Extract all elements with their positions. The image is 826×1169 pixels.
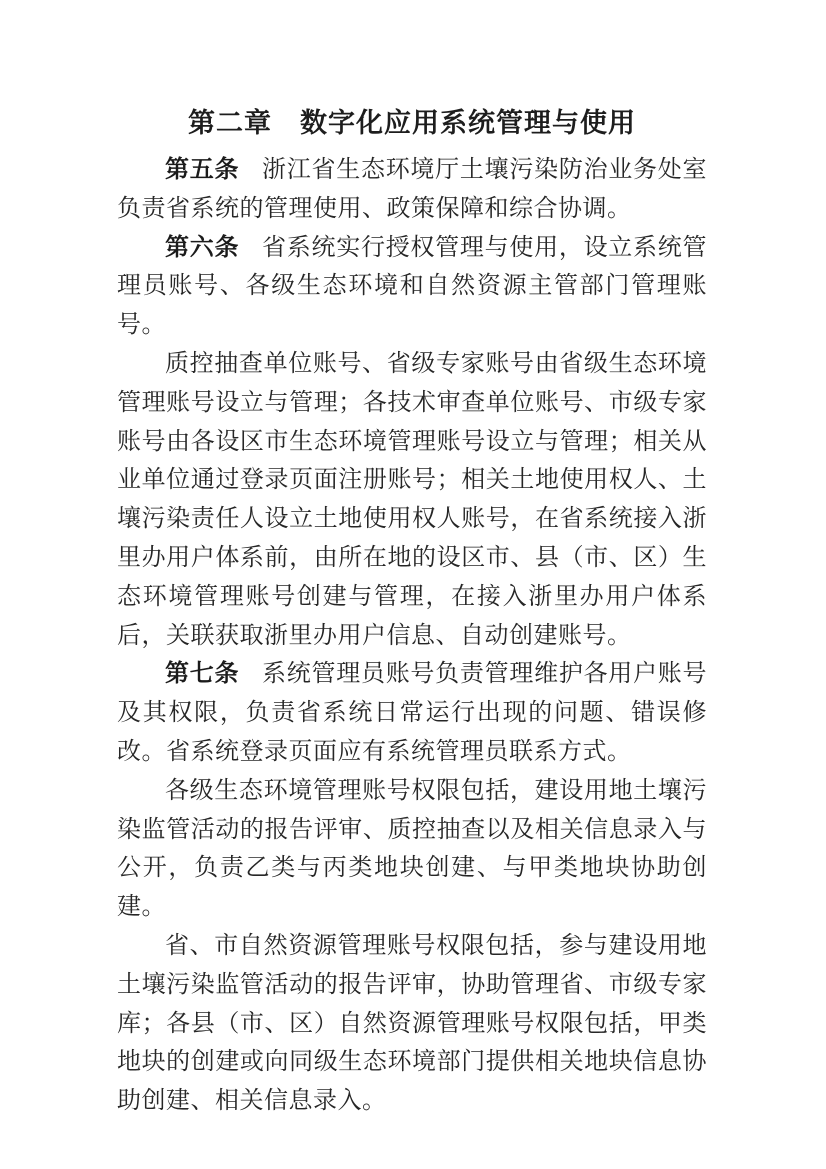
article-7-text: 系统管理员账号负责管理维护各用户账号及其权限，负责省系统日常运行出现的问题、错误修改。省系统登录页面应有系统管理员联系方式。 bbox=[117, 661, 708, 765]
paragraph-natural-resources-permissions bbox=[117, 927, 707, 1121]
article-5-text: 浙江省生态环境厅土壤污染防治业务处室负责省系统的管理使用、政策保障和综合协调。 bbox=[117, 157, 708, 222]
paragraph-eco-env-permissions-text: 各级生态环境管理账号权限包括，建设用地土壤污染监管活动的报告评审、质控抽查以及相关信息录入与公开，负责乙类与丙类地块创建、与甲类地块协助创建。 bbox=[117, 777, 707, 921]
paragraph-eco-env-permissions bbox=[117, 772, 707, 927]
paragraph-article-6 bbox=[117, 229, 707, 345]
paragraph-account-setup-text: 质控抽查单位账号、省级专家账号由省级生态环境管理账号设立与管理；各技术审查单位账号、市级专家账号由各设区市生态环境管理账号设立与管理；相关从业单位通过登录页面注册账号；相关土地使用权人、土壤污染责任人设立土地使用权人账号，在省系统接入浙里办用户体系前，由所在地的设区市、县（市、区）生态环境管理账号创建与管理，在接入浙里办用户体系后，关联获取浙里办用户信息、自动创建账号。 bbox=[117, 350, 707, 649]
paragraph-account-setup bbox=[117, 345, 707, 655]
paragraph-natural-resources-permissions-text: 省、市自然资源管理账号权限包括，参与建设用地土壤污染监管活动的报告评审，协助管理省、市级专家库；各县（市、区）自然资源管理账号权限包括，甲类地块的创建或向同级生态环境部门提供相关地块信息协助创建、相关信息录入。 bbox=[117, 932, 707, 1115]
article-5-number: 第五条 bbox=[165, 157, 240, 183]
chapter-heading: 第二章 数字化应用系统管理与使用 bbox=[188, 108, 636, 138]
paragraph-article-5 bbox=[117, 151, 707, 229]
paragraph-article-7 bbox=[117, 655, 707, 771]
document-page bbox=[117, 103, 707, 1121]
article-6-number: 第六条 bbox=[165, 234, 240, 261]
article-7-number: 第七条 bbox=[165, 661, 240, 688]
article-6-text: 省系统实行授权管理与使用，设立系统管理员账号、各级生态环境和自然资源主管部门管理账号。 bbox=[117, 234, 708, 339]
